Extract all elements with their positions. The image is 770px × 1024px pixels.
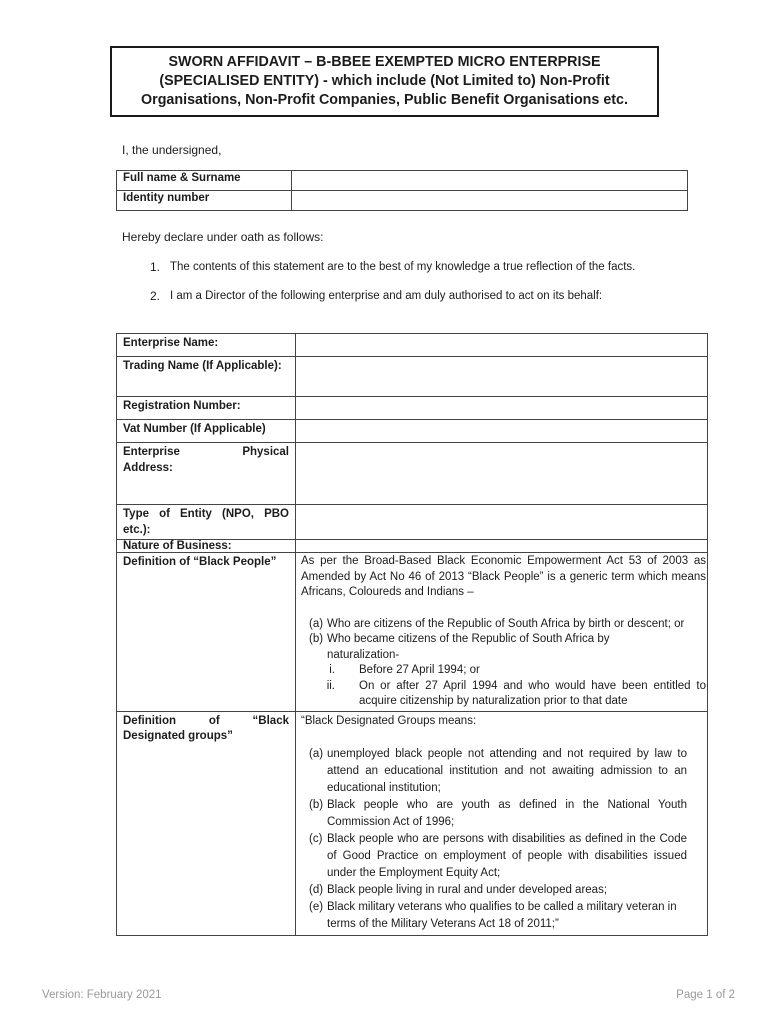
intro-text: I, the undersigned, xyxy=(122,143,222,157)
list-item xyxy=(301,831,687,882)
table-row xyxy=(117,553,708,712)
item-key: (b) xyxy=(309,798,324,811)
entity-type-field[interactable] xyxy=(296,505,708,540)
item-key: i. xyxy=(329,664,335,676)
nature-of-business-field[interactable] xyxy=(296,540,708,553)
item-text: unemployed black people not attending and not required by law to attend an educational institution and not awaiting admission to an educational institution; xyxy=(327,747,687,794)
item-key: (a) xyxy=(309,617,324,630)
item-key: (d) xyxy=(309,883,324,896)
item-text: Who became citizens of the Republic of South Africa by naturalization- xyxy=(327,633,610,661)
physical-address-label-line1: Enterprise Physical xyxy=(123,446,289,458)
list-item xyxy=(301,679,706,710)
item-key: (c) xyxy=(309,832,323,845)
table-row xyxy=(117,191,688,211)
item-text: Black people who are youth as defined in the National Youth Commission Act of 1996; xyxy=(327,798,687,828)
table-row xyxy=(117,540,708,553)
item-text: Black military veterans who qualifies to be called a military veteran in terms of the Military Veterans Act 18 of 2011;” xyxy=(327,900,677,930)
trading-name-field[interactable] xyxy=(296,357,708,397)
identity-number-field[interactable] xyxy=(292,191,688,211)
list-item xyxy=(150,260,695,275)
table-row xyxy=(117,397,708,420)
table-row xyxy=(117,711,708,935)
item-text: Black people living in rural and under developed areas; xyxy=(327,883,608,896)
black-people-intro: As per the Broad-Based Black Economic Empowerment Act 53 of 2003 as Amended by Act No 46 of 2013 “Black People” is a generic term which means Africans, Coloureds and Indians – xyxy=(301,555,706,598)
physical-address-field[interactable] xyxy=(296,443,708,505)
declare-text: Hereby declare under oath as follows: xyxy=(122,230,324,244)
identity-table xyxy=(116,170,688,211)
item-key: (a) xyxy=(309,747,324,760)
list-item xyxy=(301,882,687,899)
title-box xyxy=(110,46,659,117)
item-text: Who are citizens of the Republic of South Africa by birth or descent; or xyxy=(327,617,685,630)
statement-list xyxy=(150,260,695,304)
designated-groups-label: Definition of “Black Designated groups” xyxy=(117,711,296,935)
list-item xyxy=(301,746,687,797)
item-key: (e) xyxy=(309,900,324,913)
enterprise-table xyxy=(116,333,708,936)
full-name-label: Full name & Surname xyxy=(117,171,292,191)
table-row xyxy=(117,443,708,505)
list-item xyxy=(150,289,695,304)
item-text: On or after 27 April 1994 and who would have been entitled to acquire citizenship by naturalization prior to that date xyxy=(359,679,706,707)
designated-groups-definition xyxy=(296,711,708,935)
page-number: Page 1 of 2 xyxy=(676,989,735,1001)
vat-number-label: Vat Number (If Applicable) xyxy=(117,420,296,443)
list-item xyxy=(301,663,706,679)
version-footer: Version: February 2021 xyxy=(42,989,162,1001)
statement-text: I am a Director of the following enterprise and am duly authorised to act on its behalf: xyxy=(170,290,603,302)
entity-type-label: Type of Entity (NPO, PBO etc.): xyxy=(117,505,296,540)
list-item xyxy=(301,797,687,831)
item-text: Before 27 April 1994; or xyxy=(359,664,480,676)
registration-number-field[interactable] xyxy=(296,397,708,420)
table-row xyxy=(117,334,708,357)
table-row xyxy=(117,357,708,397)
designated-intro: “Black Designated Groups means: xyxy=(301,714,477,727)
statement-text: The contents of this statement are to the best of my knowledge a true reflection of the facts. xyxy=(170,261,636,273)
table-row xyxy=(117,505,708,540)
identity-number-label: Identity number xyxy=(117,191,292,211)
trading-name-label: Trading Name (If Applicable): xyxy=(117,357,296,397)
enterprise-name-label: Enterprise Name: xyxy=(117,334,296,357)
physical-address-label-line2: Address: xyxy=(123,461,173,474)
table-row xyxy=(117,420,708,443)
nature-of-business-label: Nature of Business: xyxy=(117,540,296,553)
item-text: Black people who are persons with disabilities as defined in the Code of Good Practice on employment of people with disabilities issued under the Employment Equity Act; xyxy=(327,832,687,879)
statement-number: 2. xyxy=(150,289,161,303)
statement-number: 1. xyxy=(150,260,161,274)
registration-number-label: Registration Number: xyxy=(117,397,296,420)
list-item xyxy=(301,632,706,663)
item-key: ii. xyxy=(326,679,335,692)
list-item xyxy=(301,899,687,933)
table-row xyxy=(117,171,688,191)
item-key: (b) xyxy=(309,633,324,645)
full-name-field[interactable] xyxy=(292,171,688,191)
black-people-label: Definition of “Black People” xyxy=(117,553,296,712)
vat-number-field[interactable] xyxy=(296,420,708,443)
document-title: SWORN AFFIDAVIT – B-BBEE EXEMPTED MICRO ENTERPRISE (SPECIALISED ENTITY) - which include (Not Limited to) Non-Profit Organisations, Non-Profit Companies, Public Benefit Organisations etc. xyxy=(141,54,628,108)
black-people-definition xyxy=(296,553,708,712)
list-item xyxy=(301,617,706,633)
physical-address-label xyxy=(117,443,296,505)
enterprise-name-field[interactable] xyxy=(296,334,708,357)
